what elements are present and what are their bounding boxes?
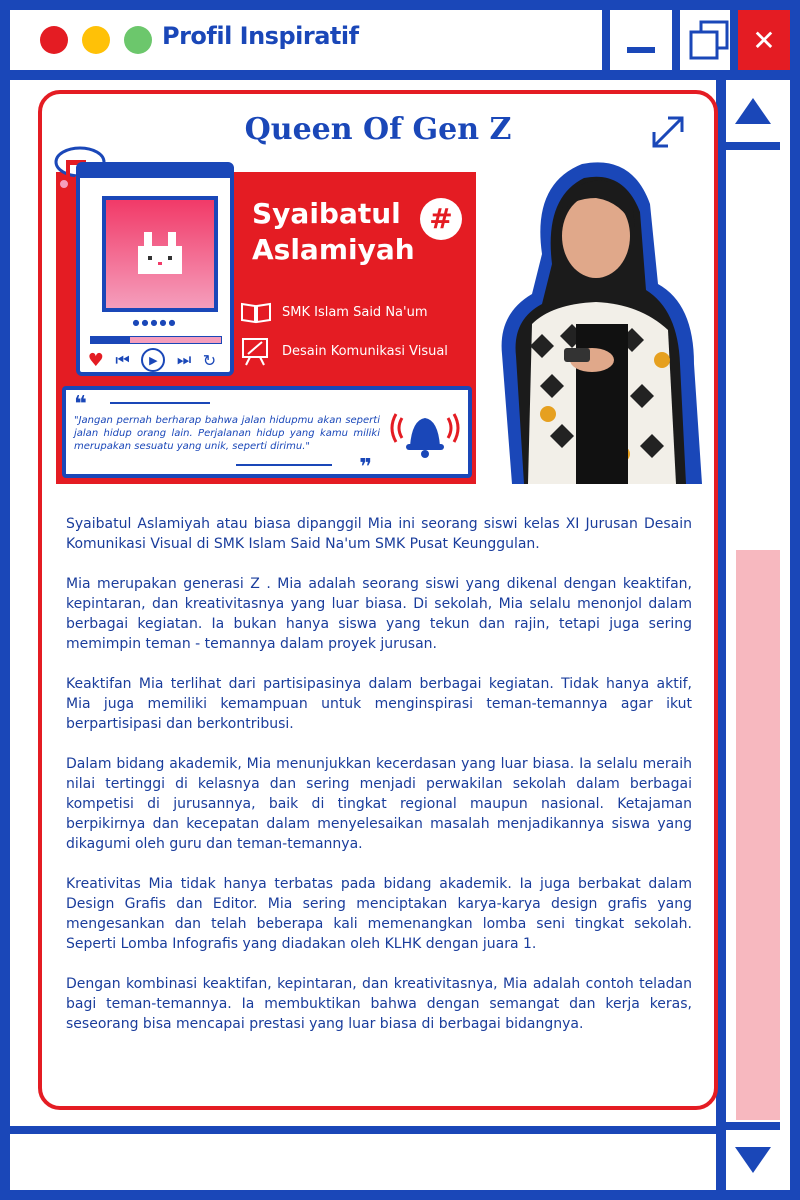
school-info: [240, 300, 428, 324]
paragraph: Dalam bidang akademik, Mia menunjukkan kecerdasan yang luar biasa. Ia selalu meraih nilai tertinggi di kelasnya dan sering menjadi perwakilan sekolah dalam berbagai kompetisi di jurusannya, baik di tingkat regional maupun nasional. Ketajaman berpikirnya dan kecepatan dalam menyelesaikan masalah menjadikannya siswa yang dikagumi oleh guru dan teman-temannya.: [66, 756, 692, 852]
quote-box: [62, 386, 472, 478]
student-name: [252, 196, 415, 268]
major-info: [240, 336, 448, 366]
progress-fill: [91, 337, 130, 343]
triangle-down-icon: [733, 1145, 773, 1175]
title-bar: [10, 10, 790, 80]
player-dots: ●●●●●: [132, 318, 178, 327]
player-titlebar: [80, 166, 230, 178]
scroll-down-button[interactable]: [726, 1122, 780, 1190]
green-dot-icon[interactable]: [124, 26, 152, 54]
bunny-icon: [106, 200, 214, 308]
previous-icon[interactable]: ⏮: [115, 350, 130, 369]
paragraph: Kreativitas Mia tidak hanya terbatas pada bidang akademik. Ia juga berbakat dalam Design Grafis dan Editor. Mia sering menciptakan karya-karya design grafis yang mengesankan dan telah beberapa kali memenangkan lomba seni tingkat sekolah. Seperti Lomba Infografis yang diadakan oleh KLHK dengan juara 1.: [66, 876, 692, 952]
scrollbar[interactable]: [716, 80, 790, 1190]
music-player-graphic: [66, 156, 226, 376]
window-title: Profil Inspiratif: [162, 22, 359, 50]
scroll-thumb[interactable]: [736, 550, 780, 1120]
scroll-up-button[interactable]: [726, 80, 780, 150]
paragraph: Mia merupakan generasi Z . Mia adalah seorang siswi yang dikenal dengan keaktifan, kepintaran, dan kreativitasnya yang luar biasa. Di sekolah, Mia selalu menonjol dalam berbagai kegiatan. Ia bukan hanya siswa yang tekun dan rajin, tetapi juga sering memimpin teman - temannya dalam proyek jurusan.: [66, 576, 692, 652]
paragraph: Syaibatul Aslamiyah atau biasa dipanggil Mia ini seorang siswi kelas XI Jurusan Desain Komunikasi Visual di SMK Islam Said Na'um SMK Pusat Keunggulan.: [66, 516, 692, 552]
progress-bar[interactable]: [90, 336, 222, 344]
student-photo: [472, 124, 708, 484]
minimize-button[interactable]: [602, 10, 672, 70]
quote-line-top: [110, 402, 210, 404]
minimize-icon: [627, 47, 655, 53]
player-window: [76, 162, 234, 376]
hashtag-icon: #: [420, 198, 462, 240]
paragraph: Dengan kombinasi keaktifan, kepintaran, dan kreativitasnya, Mia adalah contoh teladan bagi teman-temannya. Ia membuktikan bahwa dengan semangat dan kerja keras, seseorang bisa mencapai prestasi yang luar biasa di berbagai bidangnya.: [66, 976, 692, 1032]
name-line-2: Aslamiyah: [252, 233, 415, 266]
maximize-icon: [687, 18, 731, 62]
play-icon[interactable]: ▶: [141, 348, 165, 372]
red-dot-icon[interactable]: [40, 26, 68, 54]
repeat-icon[interactable]: ↻: [202, 350, 217, 370]
profile-card: [38, 90, 718, 1110]
close-icon: ✕: [752, 23, 776, 57]
paragraph: Keaktifan Mia terlihat dari partisipasinya dalam berbagai kegiatan. Tidak hanya aktif, Mia juga memiliki kemampuan untuk menginspirasi teman-temannya agar ikut berpartisipasi dan berkontribusi.: [66, 676, 692, 732]
design-easel-icon: [240, 336, 272, 366]
player-controls: [82, 348, 222, 372]
quote-open-icon: ❝: [74, 392, 87, 417]
card-title: Queen Of Gen Z: [244, 112, 512, 147]
book-icon: [240, 300, 272, 324]
player-screen: [102, 196, 218, 312]
school-name: SMK Islam Said Na'um: [282, 304, 428, 320]
triangle-up-icon: [733, 96, 773, 126]
profile-description: [66, 514, 692, 1054]
quote-line-bottom: [236, 464, 332, 466]
name-line-1: Syaibatul: [252, 197, 401, 230]
yellow-dot-icon[interactable]: [82, 26, 110, 54]
bottom-divider: [10, 1126, 716, 1134]
maximize-button[interactable]: [672, 10, 738, 70]
bell-icon: [390, 398, 460, 468]
heart-icon[interactable]: ♥: [87, 349, 104, 371]
quote-close-icon: ❞: [359, 455, 372, 480]
next-icon[interactable]: ⏭: [176, 350, 192, 369]
quote-text: "Jangan pernah berharap bahwa jalan hidupmu akan seperti jalan hidup orang lain. Perjalanan hidup yang kamu miliki merupakan sesuatu yang unik, seperti dirimu.": [74, 415, 380, 452]
major-name: Desain Komunikasi Visual: [282, 343, 448, 359]
close-button[interactable]: [730, 10, 790, 70]
